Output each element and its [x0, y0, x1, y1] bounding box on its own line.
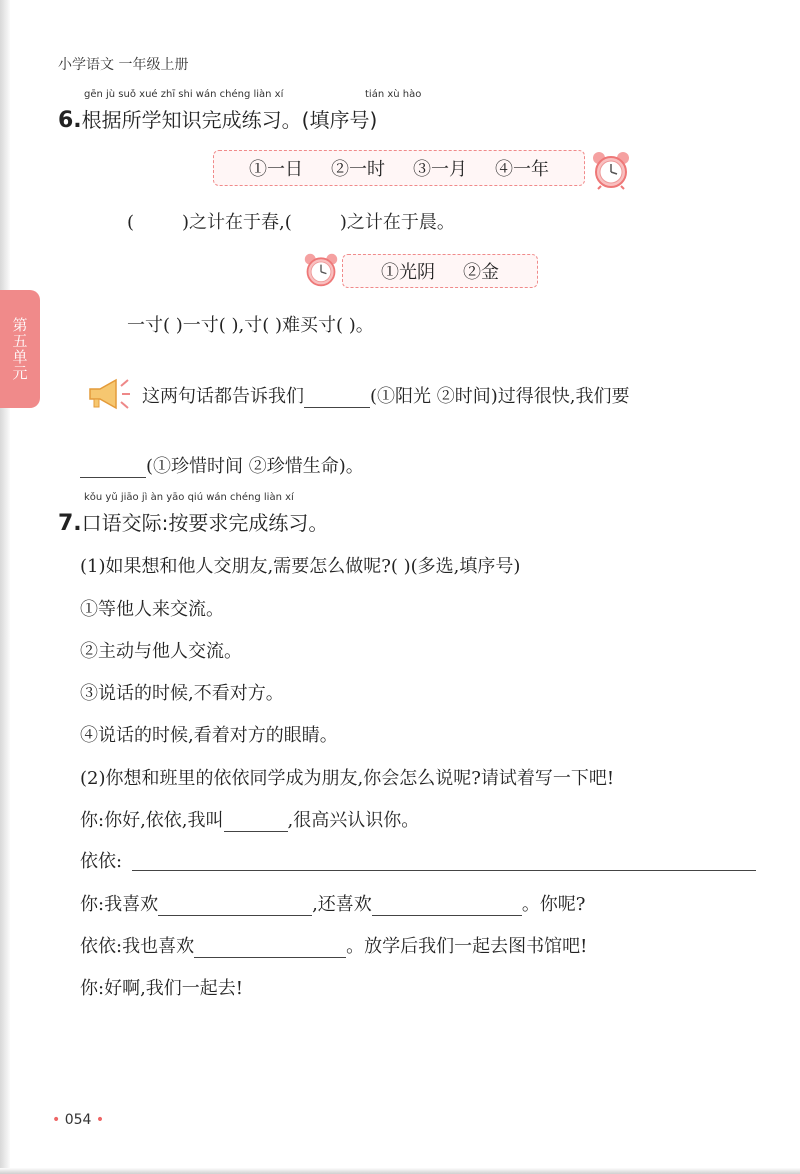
q7-option: ①等他人来交流。: [80, 599, 224, 620]
dialogue-text: ,还喜欢: [312, 894, 372, 915]
dialogue-text: 你:你好,依依,我叫: [80, 810, 224, 831]
q6-sentence-2: 一寸( )一寸( ),寸( )难买寸( )。: [127, 315, 374, 336]
alarm-clock-icon: [590, 150, 632, 190]
q6-box1-option: ②一时: [331, 159, 385, 180]
q7-title-text: 口语交际:按要求完成练习。: [81, 511, 329, 535]
q6-box2-option: ①光阴: [381, 262, 435, 283]
dialogue-line-5: 你:好啊,我们一起去!: [80, 978, 244, 999]
q6-sentence-1-part: )之计在于春,(: [182, 212, 292, 233]
q7-option: ④说话的时候,看着对方的眼睛。: [80, 725, 338, 746]
q6-pinyin-a: gēn jù suǒ xué zhī shi wán chéng liàn xí: [84, 89, 284, 100]
q7-title: [58, 507, 328, 536]
page-number: [52, 1112, 104, 1128]
page-number-dot: •: [52, 1112, 61, 1128]
q6-options-box-2: [342, 254, 538, 288]
dialogue-text: ,很高兴认识你。: [287, 810, 420, 831]
q7-number: 7.: [58, 511, 82, 536]
q6-summary-line-1: [142, 382, 630, 408]
q6-sentence-1: [127, 208, 455, 234]
q6-summary-text: (①阳光 ②时间)过得很快,我们要: [370, 386, 630, 407]
q6-summary-line-2: [80, 452, 364, 478]
q6-number: 6.: [58, 108, 82, 133]
q6-summary-blank-1[interactable]: [304, 389, 370, 408]
dialogue-text: 你:我喜欢: [80, 894, 159, 915]
q6-box2-option: ②金: [463, 262, 499, 283]
page-bottom-shadow: [0, 1168, 800, 1174]
unit-side-tab-label: 第五单元: [10, 317, 29, 381]
q7-sub-question-1: (1)如果想和他人交朋友,需要怎么做呢?( )(多选,填序号): [80, 556, 521, 577]
q6-summary-text: 这两句话都告诉我们: [142, 386, 304, 407]
page-header: 小学语文 一年级上册: [58, 57, 189, 73]
q6-box1-option: ③一月: [413, 159, 467, 180]
dialogue-blank-like-2[interactable]: [372, 897, 522, 916]
q6-title-text: 根据所学知识完成练习。(填序号): [81, 108, 378, 132]
q6-summary-blank-2[interactable]: [80, 459, 146, 478]
page-number-value: 054: [64, 1112, 92, 1128]
dialogue-blank-like-1[interactable]: [158, 897, 312, 916]
q6-box1-option: ①一日: [249, 159, 303, 180]
q6-box1-option: ④一年: [495, 159, 549, 180]
dialogue-answer-line[interactable]: [132, 870, 756, 871]
q6-sentence-1-part: (: [127, 212, 135, 233]
page-number-dot: •: [95, 1112, 105, 1128]
q7-pinyin: kǒu yǔ jiāo jì àn yāo qiú wán chéng liàn xí: [84, 492, 294, 503]
q7-option: ③说话的时候,不看对方。: [80, 683, 284, 704]
dialogue-line-1: [80, 806, 419, 832]
q6-sentence-1-part: )之计在于晨。: [339, 212, 455, 233]
dialogue-line-3: [80, 890, 585, 916]
q7-sub-question-2: (2)你想和班里的依依同学成为朋友,你会怎么说呢?请试着写一下吧!: [80, 768, 615, 789]
dialogue-blank-name[interactable]: [224, 813, 288, 832]
unit-side-tab: [0, 290, 40, 408]
alarm-clock-icon: [302, 252, 340, 288]
dialogue-text: 。放学后我们一起去图书馆吧!: [346, 936, 588, 957]
dialogue-blank-like-3[interactable]: [194, 939, 346, 958]
dialogue-line-2: 依依:: [80, 851, 123, 872]
q6-summary-text: (①珍惜时间 ②珍惜生命)。: [146, 456, 364, 477]
dialogue-line-4: [80, 932, 587, 958]
page-binding-shadow: [0, 0, 10, 1174]
q6-pinyin-b: tián xù hào: [365, 89, 422, 100]
q6-options-box-1: [213, 150, 585, 186]
q6-title: [58, 104, 377, 133]
dialogue-text: 。你呢?: [521, 894, 586, 915]
dialogue-text: 依依:我也喜欢: [80, 936, 195, 957]
q7-option: ②主动与他人交流。: [80, 641, 242, 662]
speaker-megaphone-icon: [86, 374, 132, 414]
